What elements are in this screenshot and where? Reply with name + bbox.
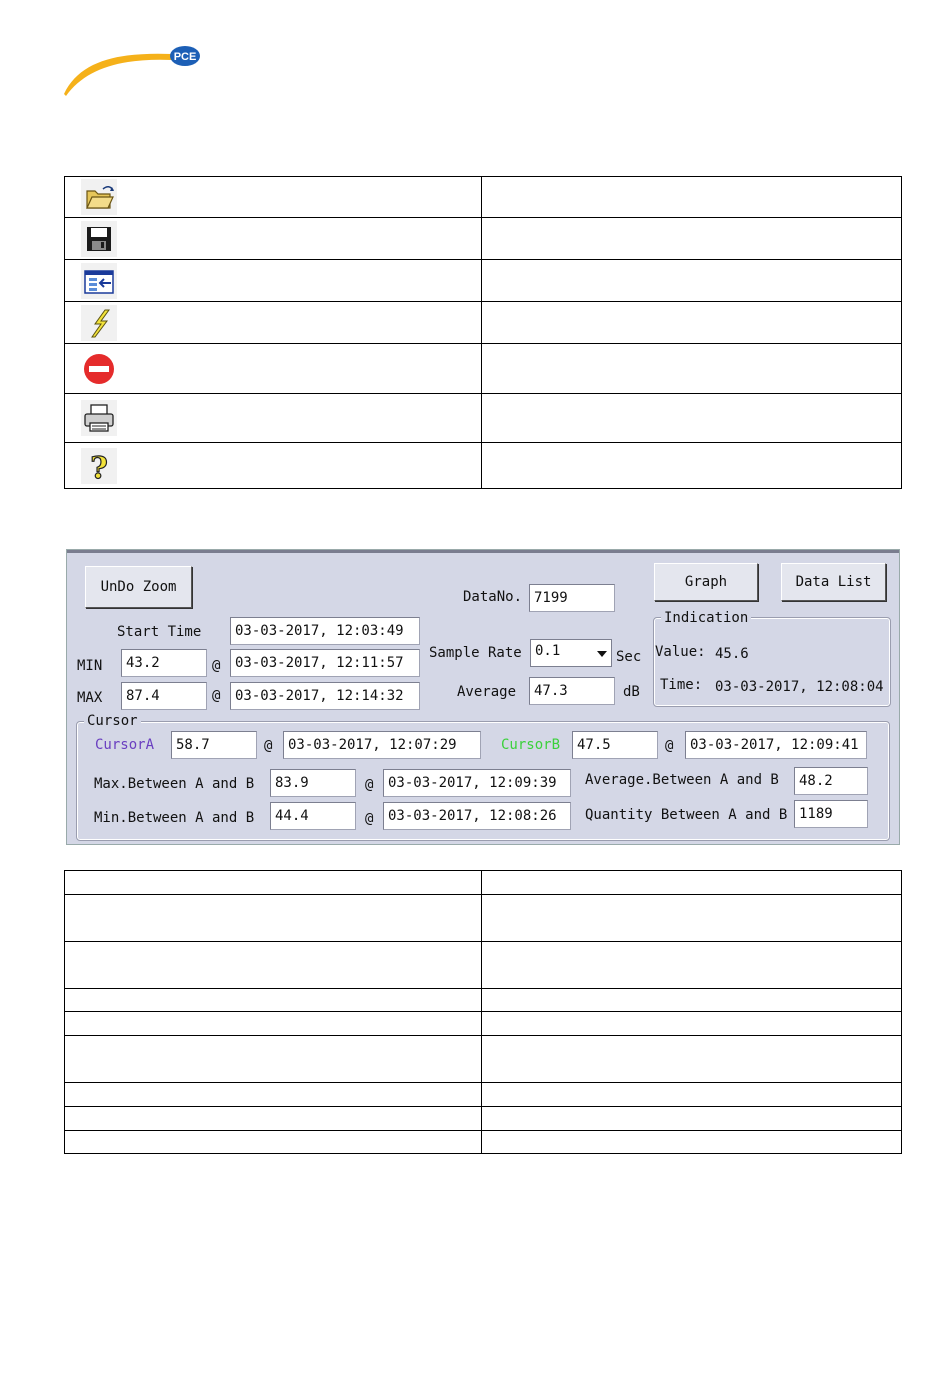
desc-cell (65, 895, 482, 942)
desc-cell (482, 871, 902, 895)
min-label: MIN (77, 658, 103, 674)
max-value-field[interactable]: 87.4 (121, 682, 207, 710)
max-label: MAX (77, 690, 103, 706)
data-no-label: DataNo. (463, 589, 523, 605)
cursor-a-label: CursorA (95, 737, 155, 753)
toolbar-row-save (65, 218, 482, 260)
sample-rate-label: Sample Rate (429, 645, 522, 661)
save-disk-icon (81, 221, 117, 257)
desc-cell (65, 1012, 482, 1036)
max-between-label: Max.Between A and B (94, 776, 255, 792)
indication-value-label: Value: (655, 644, 706, 660)
import-window-icon (81, 263, 117, 299)
toolbar-icon-table (64, 176, 902, 489)
desc-cell (65, 1131, 482, 1154)
data-analysis-panel (66, 549, 900, 845)
toolbar-row-help (65, 443, 482, 489)
undo-zoom-button[interactable]: UnDo Zoom (85, 566, 192, 608)
min-at-symbol: @ (212, 658, 221, 674)
max-between-time-field[interactable]: 03-03-2017, 12:09:39 (383, 769, 571, 797)
average-unit: dB (623, 684, 640, 700)
cursor-b-time-field[interactable]: 03-03-2017, 12:09:41 (685, 731, 867, 759)
toolbar-row-open-desc (482, 177, 902, 218)
cursor-a-value-field[interactable]: 58.7 (171, 731, 257, 759)
indication-time: 03-03-2017, 12:08:04 (715, 679, 884, 695)
indication-time-label: Time: (660, 677, 703, 693)
open-folder-icon (81, 179, 117, 215)
max-time-field[interactable]: 03-03-2017, 12:14:32 (230, 682, 420, 710)
toolbar-row-print (65, 394, 482, 443)
desc-cell (482, 1036, 902, 1083)
graph-button[interactable]: Graph (654, 563, 758, 601)
max-between-value-field[interactable]: 83.9 (270, 769, 356, 797)
cursor-a-time-field[interactable]: 03-03-2017, 12:07:29 (283, 731, 481, 759)
sample-rate-unit: Sec (616, 649, 642, 665)
min-between-time-field[interactable]: 03-03-2017, 12:08:26 (383, 802, 571, 830)
toolbar-row-import-desc (482, 260, 902, 302)
cursor-title: Cursor (84, 713, 141, 729)
desc-cell (482, 1131, 902, 1154)
cursor-b-label: CursorB (501, 737, 561, 753)
min-time-field[interactable]: 03-03-2017, 12:11:57 (230, 649, 420, 677)
min-value-field[interactable]: 43.2 (121, 649, 207, 677)
desc-cell (65, 1036, 482, 1083)
logo-text: PCE (173, 51, 197, 63)
panel-top-border (67, 550, 899, 553)
pce-logo (60, 40, 210, 100)
qty-between-value-field[interactable]: 1189 (794, 800, 868, 828)
toolbar-row-save-desc (482, 218, 902, 260)
toolbar-row-connect-desc (482, 302, 902, 344)
indication-title: Indication (661, 610, 751, 626)
desc-cell (482, 1012, 902, 1036)
min-between-label: Min.Between A and B (94, 810, 255, 826)
cursor-b-at-symbol: @ (665, 738, 674, 754)
sample-rate-select[interactable] (530, 639, 612, 667)
toolbar-row-connect (65, 302, 482, 344)
average-label: Average (457, 684, 517, 700)
cursor-b-value-field[interactable]: 47.5 (572, 731, 658, 759)
avg-between-value-field[interactable]: 48.2 (794, 767, 868, 795)
cursor-a-at-symbol: @ (264, 738, 273, 754)
min-between-value-field[interactable]: 44.4 (270, 802, 356, 830)
chevron-down-icon[interactable] (597, 651, 607, 657)
help-question-icon (81, 448, 117, 484)
toolbar-row-print-desc (482, 394, 902, 443)
svg-text:?: ? (90, 450, 108, 484)
data-list-button[interactable]: Data List (781, 563, 886, 601)
start-time-field[interactable]: 03-03-2017, 12:03:49 (230, 617, 420, 645)
indication-value: 45.6 (715, 646, 749, 662)
max-between-at-symbol: @ (365, 777, 374, 793)
desc-cell (482, 942, 902, 989)
average-field[interactable]: 47.3 (529, 677, 615, 705)
toolbar-row-import (65, 260, 482, 302)
desc-cell (482, 895, 902, 942)
sample-rate-value: 0.1 (535, 643, 561, 659)
toolbar-row-open (65, 177, 482, 218)
desc-cell (65, 989, 482, 1012)
desc-cell (65, 1107, 482, 1131)
desc-cell (65, 942, 482, 989)
qty-between-label: Quantity Between A and B (585, 807, 788, 823)
data-no-field[interactable]: 7199 (529, 584, 615, 612)
toolbar-row-stop (65, 344, 482, 394)
avg-between-label: Average.Between A and B (585, 772, 779, 788)
desc-cell (482, 1107, 902, 1131)
toolbar-row-help-desc (482, 443, 902, 489)
desc-cell (65, 1083, 482, 1107)
toolbar-row-stop-desc (482, 344, 902, 394)
min-between-at-symbol: @ (365, 811, 374, 827)
desc-cell (65, 871, 482, 895)
stop-icon (81, 351, 117, 387)
description-table (64, 870, 902, 1154)
max-at-symbol: @ (212, 688, 221, 704)
start-time-label: Start Time (117, 624, 202, 640)
desc-cell (482, 1083, 902, 1107)
desc-cell (482, 989, 902, 1012)
printer-icon (81, 400, 117, 436)
lightning-connect-icon (81, 305, 117, 341)
